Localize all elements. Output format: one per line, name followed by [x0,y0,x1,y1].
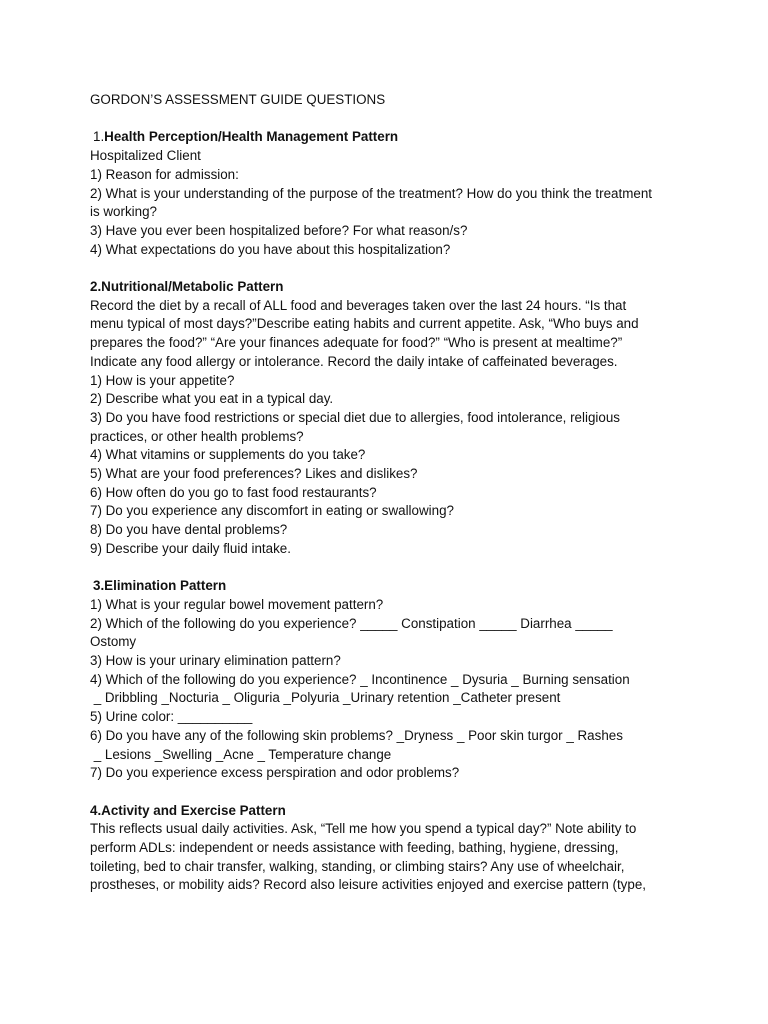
section-2-line: 6) How often do you go to fast food restaurants? [90,484,377,500]
section-3-line: 4) Which of the following do you experience? _ Incontinence _ Dysuria _ Burning sensation [90,671,630,687]
section-3-line: 2) Which of the following do you experience? _____ Constipation _____ Diarrhea _____ [90,615,613,631]
section-number: 4. [90,802,102,818]
section-2-line: Indicate any food allergy or intolerance. Record the daily intake of caffeinated beverages. [90,353,618,369]
section-3-line: _ Lesions _Swelling _Acne _ Temperature change [90,746,392,762]
section-4-line: This reflects usual daily activities. Ask, “Tell me how you spend a typical day?” Note ability to [90,821,637,837]
section-2-line: practices, or other health problems? [90,428,304,444]
section-2-line: 1) How is your appetite? [90,372,235,388]
section-1-line: 1) Reason for admission: [90,166,239,182]
section-number: 2. [90,279,102,294]
section-1-line: 3) Have you ever been hospitalized before? For what reason/s? [90,222,468,238]
section-3-line: 5) Urine color: __________ [90,709,253,725]
section-2-line: 9) Describe your daily fluid intake. [90,540,291,556]
document-title: GORDON’S ASSESSMENT GUIDE QUESTIONS [90,92,386,107]
section-1-line: 2) What is your understanding of the purpose of the treatment? How do you think the treatment [90,185,652,201]
section-3-line: _ Dribbling _Nocturia _ Oliguria _Polyuria _Urinary retention _Catheter present [90,690,561,706]
spacer [90,559,680,578]
document-content [90,91,680,895]
section-2-heading [90,278,680,297]
section-2-line: menu typical of most days?”Describe eating habits and current appetite. Ask, “Who buys and [90,316,639,332]
spacer [90,783,680,802]
section-title: Nutritional/Metabolic Pattern [101,279,284,294]
section-2-line: Record the diet by a recall of ALL food and beverages taken over the last 24 hours. “Is that [90,297,627,313]
spacer [90,259,680,278]
section-3-line: 6) Do you have any of the following skin problems? _Dryness _ Poor skin turgor _ Rashes [90,727,623,743]
section-2-line: 4) What vitamins or supplements do you take? [90,447,366,463]
section-3-line: 3) How is your urinary elimination pattern? [90,653,341,669]
section-title: Activity and Exercise Pattern [101,802,286,818]
section-2-line: 8) Do you have dental problems? [90,522,288,538]
section-title: Elimination Pattern [104,578,227,594]
section-number: 1. [93,129,105,145]
section-1-line: 4) What expectations do you have about this hospitalization? [90,241,451,257]
section-title: Health Perception/Health Management Pattern [104,129,399,145]
section-3-heading [90,577,680,596]
section-3-line: 1) What is your regular bowel movement pattern? [90,596,384,612]
section-4-line: prostheses, or mobility aids? Record also leisure activities enjoyed and exercise pattern (type, [90,877,646,893]
section-1-line: is working? [90,204,157,220]
section-3-line: Ostomy [90,634,137,650]
section-2-line: 7) Do you experience any discomfort in eating or swallowing? [90,503,454,519]
section-2-line: prepares the food?” “Are your finances adequate for food?” “Who is present at mealtime?” [90,335,623,351]
section-number: 3. [93,578,105,594]
section-2-line: 3) Do you have food restrictions or special diet due to allergies, food intolerance, religious [90,409,620,425]
section-4-heading [90,802,680,821]
section-3-line: 7) Do you experience excess perspiration and odor problems? [90,765,460,781]
section-2-line: 5) What are your food preferences? Likes and dislikes? [90,466,418,482]
spacer [90,110,680,129]
section-1-heading [90,128,680,147]
section-1-line: Hospitalized Client [90,148,201,164]
section-4-line: toileting, bed to chair transfer, walking, standing, or climbing stairs? Any use of wheelchair, [90,858,625,874]
section-4-line: perform ADLs: independent or needs assistance with feeding, bathing, hygiene, dressing, [90,840,619,856]
section-2-line: 2) Describe what you eat in a typical day. [90,391,334,407]
